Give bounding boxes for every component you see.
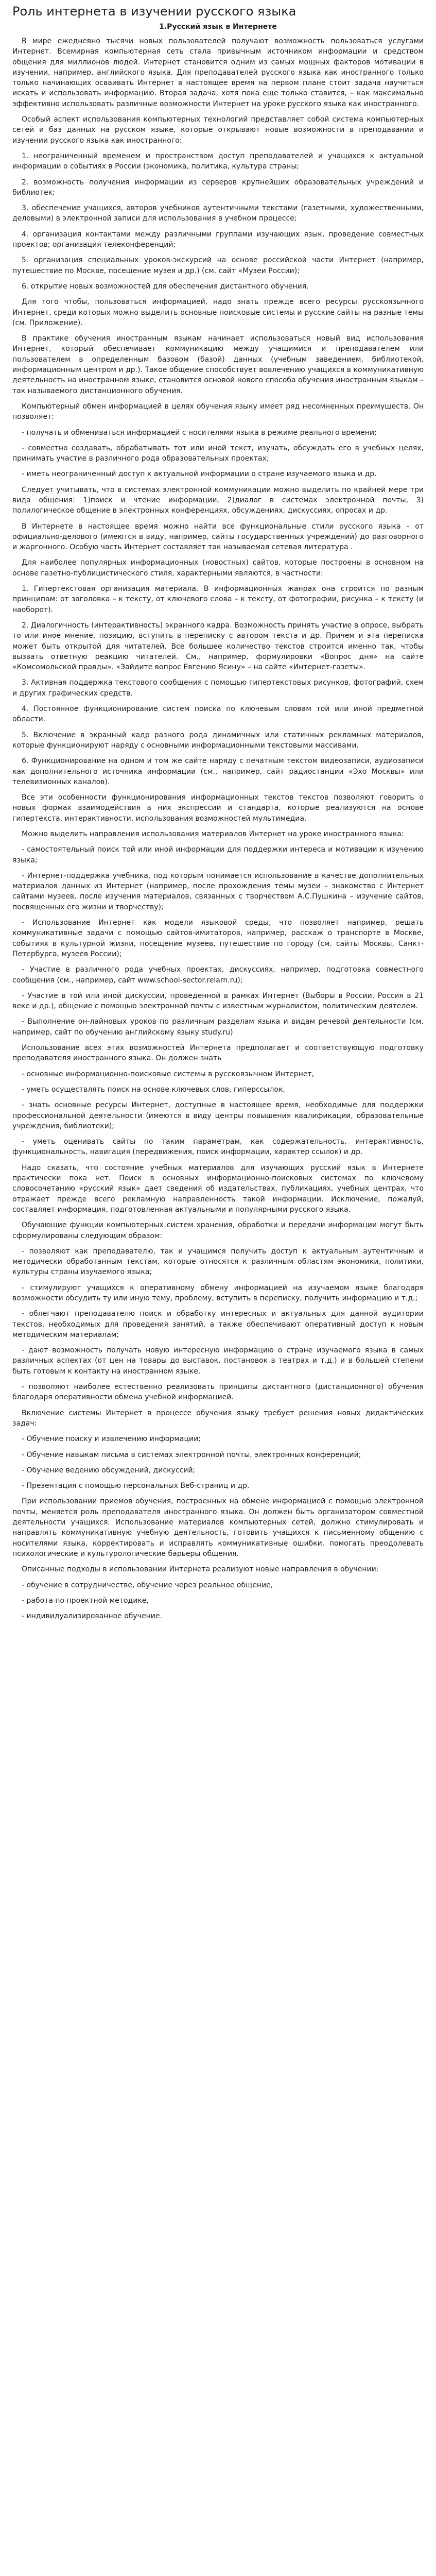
paragraph: - совместно создавать, обрабатывать тот или иной текст, изучать, обсуждать его в учебных целях, принимать участие в различного рода образовательных проектах; — [12, 444, 424, 463]
paragraph: 1. Гипертекстовая организация материала. В информационных жанрах она строится по разным принципам: от заголовка – к тексту, от ключевого слова – к тексту, от фотографии, рисунка – к тексту (и наоборот). — [12, 585, 424, 614]
paragraph: Надо сказать, что состояние учебных материалов для изучающих русский язык в Интернете практически пока нет. Поиск в основных информационно-поисковых системах по ключевому словосочетанию «русский язык» дает сведения об издательствах, публикациях, учебных центрах, что отражает прежде всего рекламную направленность такой информации. Исключение, пожалуй, составляет информация, подготовленная актуальными и популярными русского языка. — [12, 1163, 424, 1214]
page-title: Роль интернета в изучении русского языка — [12, 4, 297, 19]
paragraph: 5. организация специальных уроков-экскурсий на основе российской части Интернет (например, путешествие по Москве, посещение музея и др.) (см. сайт «Музеи России); — [12, 256, 424, 275]
paragraph: - Обучение поиску и извлечению информации; — [22, 1435, 201, 1444]
paragraph: - индивидуализированное обучение. — [22, 1612, 162, 1621]
paragraph: Включение системы Интернет в процессе обучения языку требует решения новых дидактических задач: — [12, 1409, 424, 1428]
paragraph: Особый аспект использования компьютерных технологий представляет собой система компьютерных сетей и баз данных на русском языке, которые открывают новые возможности в преподавании и изучении русского языка как иностранного: — [12, 115, 424, 145]
paragraph: - Презентация с помощью персональных Веб-страниц и др. — [22, 1482, 250, 1490]
paragraph: - иметь неограниченный доступ к актуальной информации о стране изучаемого языка и др. — [22, 470, 377, 479]
paragraph: - самостоятельный поиск той или иной информации для поддержки интереса и мотивации к изучению языка; — [12, 845, 424, 865]
paragraph: 1. неограниченный временем и пространством доступ преподавателей и учащихся к актуальной информации о событиях в России (экономика, политика, культура страны; — [12, 151, 424, 171]
paragraph: - Участие в той или иной дискуссии, проведенной в рамках Интернет (Выборы в России, Россия в 21 веке и др.), общение с помощью электронной почты с известным журналистом, политическим деятелем. — [12, 991, 424, 1011]
paragraph: Все эти особенности функционирования информационных текстов текстов позволяют говорить о новых формах взаимодействия в них экспрессии и стандарта, которые реализуются на основе гипертекста, интерактивности, использования возможностей мультимедиа. — [12, 793, 424, 823]
paragraph: 4. Постоянное функционирование систем поиска по ключевым словам той или иной предметной области. — [12, 705, 424, 724]
paragraph: Использование всех этих возможностей Интернета предполагает и соответствующую подготовку преподавателя иностранного языка. Он должен знать — [12, 1044, 424, 1063]
paragraph: - Участие в различного рода учебных проектах, дискуссиях, например, подготовка совместного сообщения (см., например, сайт www.school-sector.relarn.ru); — [12, 965, 424, 985]
paragraph: - дают возможность получать новую интересную информацию о стране изучаемого языка в самых различных аспектах (от цен на товары до выставок, постановок в театрах и т.д.) и в большей степени быть готовым к контакту на иностранном языке. — [12, 1346, 424, 1376]
paragraph: - знать основные ресурсы Интернет, доступные в настоящее время, необходимые для поддержки профессиональной деятельности (имеются в виду центры повышения квалификации, образовательные учреждения, библиотеки); — [12, 1101, 424, 1130]
paragraph: - получать и обмениваться информацией с носителями языка в режиме реального времени; — [22, 428, 377, 437]
paragraph: В Интернете в настоящее время можно найти все функциональные стили русского языка – от официально-делового (имеются в виду, например, сайты государственных учреждений) до разговорного и жаргонного. Особую часть Интернет составляет так называемая сетевая литература . — [12, 522, 424, 552]
paragraph: - работа по проектной методике, — [22, 1596, 149, 1605]
paragraph: 2. Диалогичность (интерактивность) экранного кадра. Возможность принять участие в опросе, выбрать то или иное мнение, позицию, вступить в переписку с автором текста и др. Причем и эта переписка может быть открытой для читателей. Все большее количество текстов строится именно так, чтобы вызвать ответную реакцию читателей. См., например, формулировки «Вопрос дня» на сайте «Комсомольской правды». «Зайдите вопрос Евгению Ясину» – на сайте «Интернет-газеты». — [12, 621, 424, 672]
paragraph: Можно выделить направления использования материалов Интернет на уроке иностранного языка: — [22, 830, 404, 838]
section-title: 1.Русский язык в Интернете — [159, 23, 277, 31]
paragraph: 2. возможность получения информации из серверов крупнейших образовательных учреждений и библиотек; — [12, 178, 424, 197]
paragraph: - позволяют наиболее естественно реализовать принципы дистантного (дистанционного) обучения благодаря оперативности обмена учебной информацией. — [12, 1383, 424, 1402]
paragraph: Для того чтобы, пользоваться информацией, надо знать прежде всего ресурсы русскоязычного Интернет, среди которых можно выделить основные поисковые системы и русские сайты на разные темы (см. Приложение). — [12, 298, 424, 327]
paragraph: - Выполнение он-лайновых уроков по различным разделам языка и видам речевой деятельности (см. например, сайт по обучению английскому языку study.ru) — [12, 1018, 424, 1037]
article-body — [12, 36, 424, 1621]
paragraph: - позволяют как преподавателю, так и учащимся получить доступ к актуальным аутентичным и методически обработанным текстам, которые относятся к различным областям экономики, политики, культуры страны изучаемого языка; — [12, 1247, 424, 1277]
paragraph: 4. организация контактами между различными группами изучающих язык, проведение совместных проектов; организация телеконференций; — [12, 230, 424, 249]
article — [6, 0, 430, 1621]
paragraph: - уметь оценивать сайты по таким параметрам, как содержательность, интерактивность, функциональность, навигация (передвижения, поиск информации, характер ссылок) и др. — [12, 1138, 424, 1157]
paragraph: При использовании приемов обучения, построенных на обмене информацией с помощью электронной почты, меняется роль преподавателя иностранного языка. Он должен быть организатором совместной деятельности учащихся. Использование материалов компьютерных сетей, должно стимулировать и направлять коммуникативную учебную деятельность, готовить учащихся к письменному общению с носителями языка, корректировать и исправлять коммуникативные ошибки, помогать преодолевать психологические и культурологические барьеры общения. — [12, 1497, 424, 1558]
paragraph: - Использование Интернет как модели языковой среды, что позволяет например, решать коммуникативные задачи с помощью сайтов-имитаторов, например, расскаж о транспорте в Москве, событиях в культурной жизни, посещение музеев, путешествие по городу (см. сайты Москвы, Санкт-Петербурга, музеев России); — [12, 919, 424, 958]
paragraph: Для наиболее популярных информационных (новостных) сайтов, которые построены в основном на основе газетно-публицистического стиля, характерными являются, в частности: — [12, 558, 424, 578]
paragraph: - Обучение ведению обсуждений, дискуссий; — [22, 1466, 196, 1475]
paragraph: - обучение в сотрудничестве, обучение через реальное общение, — [22, 1581, 273, 1589]
paragraph: 6. Функционирование на одном и том же сайте наряду с печатным текстом видеозаписи, аудиозаписи как дополнительного источника информации (см., например, сайт радиостанции «Эхо Москвы» или телевизионных каналов). — [12, 757, 424, 786]
paragraph: - стимулируют учащихся к оперативному обмену информацией на изучаемом языке благодаря возможности обсудить ту или иную тему, проблему, вступить в переписку, получить информацию и т.д.; — [12, 1283, 424, 1302]
paragraph: Следует учитывать, что в системах электронной коммуникации можно выделить по крайней мере три вида общения: 1)поиск и чтение информации, 2)диалог в системах электронной почты, 3) полилогическое общение в электронных конференциях, обсуждениях, дискуссиях, опросах и др. — [12, 485, 424, 515]
paragraph: Обучающие функции компьютерных систем хранения, обработки и передачи информации могут быть сформулированы следующим образом: — [12, 1221, 424, 1240]
paragraph: 6. открытие новых возможностей для обеспечения дистантного обучения. — [22, 282, 309, 291]
paragraph: - основные информационно-поисковые системы в русскоязычном Интернет, — [22, 1070, 315, 1078]
paragraph: - уметь осуществлять поиск на основе ключевых слов, гиперссылок, — [22, 1085, 285, 1094]
paragraph: В практике обучения иностранным языкам начинает использоваться новый вид использования Интернет, который обеспечивает коммуникацию между учащимися и преподавателем или пользователем в определенным базовом (базой) данных (учебным заведением, библиотекой, информационным центром и др.). Такое общение способствует вовлечению учащихся в коммуникативную деятельность на иностранном языке, становится основой нового способа обучения иностранным языкам – так называемого дистанционного обучения. — [12, 334, 424, 395]
paragraph: Компьютерный обмен информацией в целях обучения языку имеет ряд несомненных преимуществ. Он позволяет: — [12, 402, 424, 421]
paragraph: Описанные подходы в использовании Интернета реализуют новые направления в обучении: — [22, 1565, 379, 1574]
paragraph: - Интернет-поддержка учебника, под которым понимается использование в качестве дополнительных материалов данных из Интернет (например, после прохождения темы музеи – знакомство с Интернет сайтами музеев, после изучения материалов, связанных с творчеством А.С.Пушкина – изучение сайтов, посвященных его жизни и творчеству); — [12, 871, 424, 911]
paragraph: 5. Включение в экранный кадр разного рода динамичных или статичных рекламных материалов, которые функционируют наряду с основными информационными текстовыми массивами. — [12, 731, 424, 750]
paragraph: - Обучение навыкам письма в системах электронной почты, электронных конференций; — [22, 1450, 361, 1459]
paragraph: - облегчают преподавателю поиск и обработку интересных и актуальных для данной аудитории текстов, необходимых для проведения занятий, а также обеспечивают оперативный доступ к новым методическим материалам; — [12, 1310, 424, 1339]
paragraph: 3. Активная поддержка текстового сообщения с помощью гипертекстовых рисунков, фотографий, схем и других графических средств. — [12, 679, 424, 698]
paragraph: 3. обеспечение учащихся, авторов учебников аутентичными текстами (газетными, художественными, деловыми) в электронной записи для использования в учебном процессе; — [12, 204, 424, 223]
paragraph: В мире ежедневно тысячи новых пользователей получают возможность пользоваться услугами Интернет. Всемирная компьютерная сеть стала привычным источником информации и средством общения для миллионов людей. Интернет становится одним из самых мощных факторов мотивации в изучении, например, английского языка. Для преподавателей русского языка как иностранного только только начинающих осваивать Интернет в настоящее время на первом плане стоит задача научиться искать и использовать информацию. Вторая задача, хотя пока еще только ставится, – как максимально эффективно использовать различные возможности Интернет на уроке русского языка как иностранного. — [12, 37, 424, 108]
